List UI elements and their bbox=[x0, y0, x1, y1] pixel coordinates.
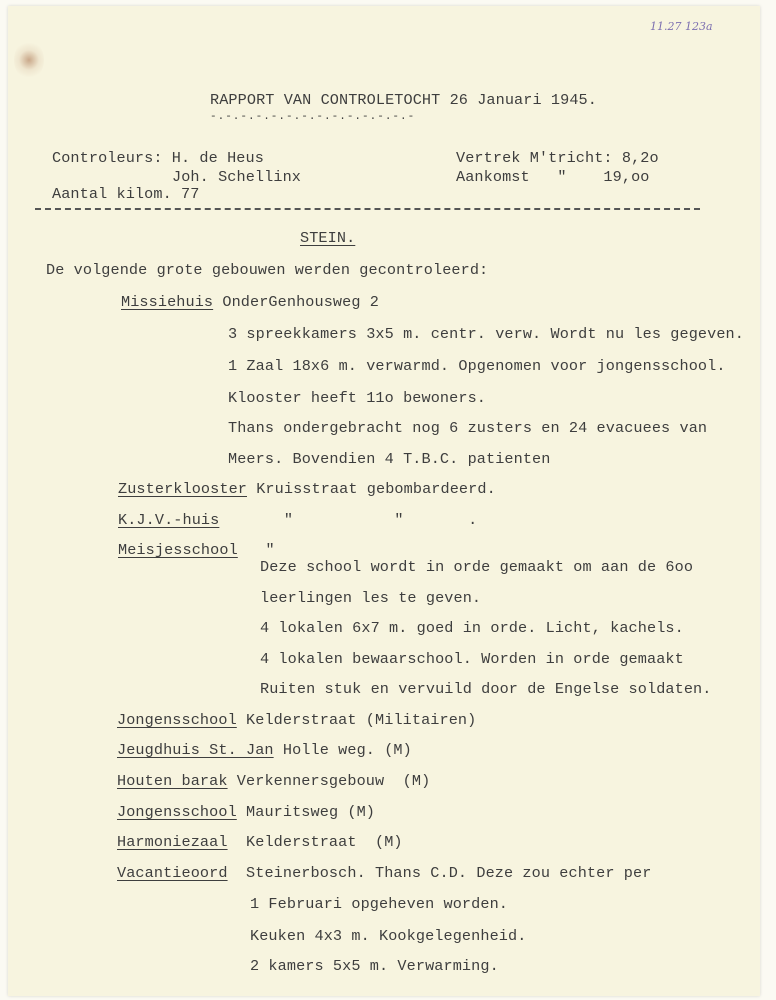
entry-label: Vacantieoord bbox=[117, 864, 228, 882]
entry-jongensschool-2 bbox=[117, 803, 375, 821]
arrival: Aankomst " 19,oo bbox=[456, 168, 650, 186]
entry-text: " bbox=[237, 541, 275, 559]
entry-label: Jongensschool bbox=[117, 803, 237, 821]
entry-vacantieoord bbox=[117, 864, 651, 882]
entry-text: Kruisstraat gebombardeerd. bbox=[256, 480, 496, 498]
entry-jeugdhuis bbox=[117, 741, 412, 759]
detail-line: leerlingen les te geven. bbox=[260, 589, 482, 607]
entry-houten-barak bbox=[117, 772, 430, 790]
entry-label: Meisjesschool bbox=[118, 541, 238, 559]
entry-text: Verkennersgebouw (M) bbox=[236, 772, 431, 790]
entry-harmoniezaal bbox=[117, 833, 403, 851]
intro: De volgende grote gebouwen werden gecontroleerd: bbox=[46, 261, 489, 279]
title-rule: -.-.-.-.-.-.-.-.-.-.-.-.-.- bbox=[210, 111, 416, 123]
entry-label: Houten barak bbox=[117, 772, 228, 790]
detail-line: 3 spreekkamers 3x5 m. centr. verw. Wordt nu les gegeven. bbox=[228, 325, 744, 343]
controller-2: Joh. Schellinx bbox=[172, 168, 301, 186]
entry-text: Holle weg. (M) bbox=[282, 741, 412, 759]
detail-line: 2 kamers 5x5 m. Verwarming. bbox=[250, 957, 499, 975]
detail-line: 1 Februari opgeheven worden. bbox=[250, 895, 508, 913]
report-title: RAPPORT VAN CONTROLETOCHT 26 Januari 1945. bbox=[210, 91, 597, 109]
entry-jongensschool bbox=[117, 711, 476, 729]
entry-label: Jeugdhuis St. Jan bbox=[117, 741, 274, 759]
entry-text: Mauritsweg (M) bbox=[246, 803, 376, 821]
archive-number: 11.27 123a bbox=[650, 20, 713, 33]
entry-missiehuis bbox=[121, 293, 379, 311]
detail-line: Keuken 4x3 m. Kookgelegenheid. bbox=[250, 927, 527, 945]
entry-label: Harmoniezaal bbox=[117, 833, 228, 851]
detail-line: Ruiten stuk en vervuild door de Engelse soldaten. bbox=[260, 680, 712, 698]
detail-line: 4 lokalen 6x7 m. goed in orde. Licht, kachels. bbox=[260, 619, 684, 637]
entry-label: Missiehuis bbox=[121, 293, 214, 311]
departure: Vertrek M'tricht: 8,2o bbox=[456, 149, 659, 167]
kilometers: Aantal kilom. 77 bbox=[52, 185, 200, 203]
section-title: STEIN. bbox=[300, 229, 356, 247]
detail-line: 4 lokalen bewaarschool. Worden in orde gemaakt bbox=[260, 650, 684, 668]
entry-text: Kelderstraat (M) bbox=[236, 833, 403, 851]
detail-line: Thans ondergebracht nog 6 zusters en 24 evacuees van bbox=[228, 419, 708, 437]
entry-label: Jongensschool bbox=[117, 711, 237, 729]
entry-text: OnderGenhousweg 2 bbox=[222, 293, 379, 311]
entry-text: Steinerbosch. Thans C.D. Deze zou echter per bbox=[236, 864, 652, 882]
entry-kjv-huis bbox=[118, 511, 477, 529]
detail-line: 1 Zaal 18x6 m. verwarmd. Opgenomen voor jongensschool. bbox=[228, 357, 726, 375]
paper-stain bbox=[14, 40, 44, 80]
detail-line: Deze school wordt in orde gemaakt om aan de 6oo bbox=[260, 558, 694, 576]
entry-text: Kelderstraat (Militairen) bbox=[246, 711, 477, 729]
controllers: Controleurs: H. de Heus bbox=[52, 149, 264, 167]
detail-line: Klooster heeft 11o bewoners. bbox=[228, 389, 486, 407]
dashed-separator bbox=[35, 208, 700, 210]
entry-text: " " . bbox=[219, 511, 478, 529]
detail-line: Meers. Bovendien 4 T.B.C. patienten bbox=[228, 450, 551, 468]
entry-meisjesschool bbox=[118, 541, 275, 559]
entry-label: K.J.V.-huis bbox=[118, 511, 220, 529]
entry-zusterklooster bbox=[118, 480, 496, 498]
entry-label: Zusterklooster bbox=[118, 480, 247, 498]
